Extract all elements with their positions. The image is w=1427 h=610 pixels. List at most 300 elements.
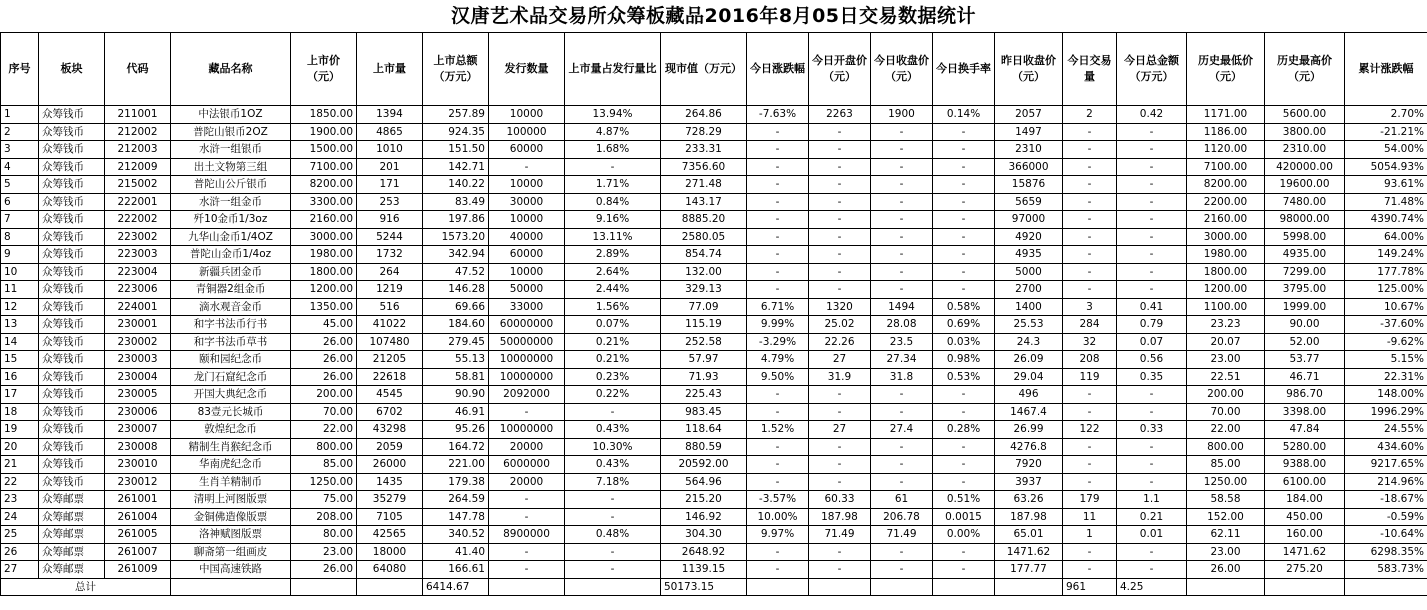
table-cell: 3800.00 — [1265, 123, 1345, 141]
table-cell: - — [933, 473, 995, 491]
table-cell: - — [871, 386, 933, 404]
table-cell: 61 — [871, 491, 933, 509]
table-cell: 60000000 — [489, 316, 565, 334]
table-cell: 164.72 — [423, 438, 489, 456]
table-cell: - — [1063, 281, 1117, 299]
table-cell: 31.8 — [871, 368, 933, 386]
table-cell: 众筹钱币 — [39, 263, 105, 281]
table-cell: - — [933, 438, 995, 456]
table-cell: 7356.60 — [661, 158, 747, 176]
table-cell: 众筹钱币 — [39, 421, 105, 439]
table-cell: 62.11 — [1187, 526, 1265, 544]
table-cell: 0.58% — [933, 298, 995, 316]
table-cell: 中法银币1OZ — [171, 106, 291, 124]
column-header: 发行数量 — [489, 33, 565, 106]
table-cell: 1200.00 — [1187, 281, 1265, 299]
table-cell: 5.15% — [1345, 351, 1427, 369]
table-cell: 10000 — [489, 176, 565, 194]
table-cell: 29.04 — [995, 368, 1063, 386]
table-cell: 0.14% — [933, 106, 995, 124]
table-cell: 9.50% — [747, 368, 809, 386]
table-cell: 2 — [1, 123, 39, 141]
table-cell: 26.00 — [1187, 561, 1265, 579]
table-cell: 8900000 — [489, 526, 565, 544]
table-cell: 3300.00 — [291, 193, 357, 211]
table-cell: 清明上河图版票 — [171, 491, 291, 509]
table-cell: 1186.00 — [1187, 123, 1265, 141]
table-cell: 1.68% — [565, 141, 661, 159]
table-cell: 5244 — [357, 228, 423, 246]
column-header: 今日涨跌幅 — [747, 33, 809, 106]
table-cell: 20000 — [489, 473, 565, 491]
table-cell: 27 — [809, 421, 871, 439]
table-cell: - — [565, 561, 661, 579]
table-cell: - — [1117, 211, 1187, 229]
table-cell: - — [1063, 141, 1117, 159]
table-cell: 0.69% — [933, 316, 995, 334]
table-cell: - — [1063, 403, 1117, 421]
column-header: 上市总额（万元） — [423, 33, 489, 106]
table-cell: 21205 — [357, 351, 423, 369]
table-cell: 187.98 — [809, 508, 871, 526]
table-cell: 221.00 — [423, 456, 489, 474]
table-cell: 107480 — [357, 333, 423, 351]
table-cell: 142.71 — [423, 158, 489, 176]
table-cell: 230010 — [105, 456, 171, 474]
table-cell: 22.31% — [1345, 368, 1427, 386]
table-cell: 1471.62 — [1265, 543, 1345, 561]
table-cell: - — [747, 403, 809, 421]
table-cell: 160.00 — [1265, 526, 1345, 544]
table-cell: - — [489, 508, 565, 526]
table-cell: 50000000 — [489, 333, 565, 351]
table-cell: 1900.00 — [291, 123, 357, 141]
table-row — [1, 456, 1427, 474]
table-cell: 70.00 — [291, 403, 357, 421]
table-cell: -9.62% — [1345, 333, 1427, 351]
table-cell: 1732 — [357, 246, 423, 264]
table-cell: 水浒一组银币 — [171, 141, 291, 159]
table-cell: 3 — [1063, 298, 1117, 316]
table-cell: 143.17 — [661, 193, 747, 211]
table-row — [1, 386, 1427, 404]
table-cell: 颐和园纪念币 — [171, 351, 291, 369]
column-header: 代码 — [105, 33, 171, 106]
table-cell: 71.93 — [661, 368, 747, 386]
table-cell: 53.77 — [1265, 351, 1345, 369]
table-cell: - — [809, 561, 871, 579]
table-cell: 5280.00 — [1265, 438, 1345, 456]
table-cell: 35279 — [357, 491, 423, 509]
table-cell: 71.48% — [1345, 193, 1427, 211]
table-cell: 24 — [1, 508, 39, 526]
table-cell: - — [1063, 123, 1117, 141]
column-header: 昨日收盘价（元） — [995, 33, 1063, 106]
table-cell: - — [809, 473, 871, 491]
table-cell: 众筹钱币 — [39, 106, 105, 124]
table-row — [1, 508, 1427, 526]
table-row — [1, 561, 1427, 579]
table-cell: 5000 — [995, 263, 1063, 281]
table-cell: 众筹钱币 — [39, 473, 105, 491]
table-cell: 261007 — [105, 543, 171, 561]
table-cell: 26.00 — [291, 333, 357, 351]
table-cell: 1120.00 — [1187, 141, 1265, 159]
table-cell: 12 — [1, 298, 39, 316]
table-cell: 7.18% — [565, 473, 661, 491]
table-cell: - — [747, 158, 809, 176]
table-cell: 4935 — [995, 246, 1063, 264]
table-cell: 和字书法币行书 — [171, 316, 291, 334]
table-cell: 60.33 — [809, 491, 871, 509]
table-cell: 223004 — [105, 263, 171, 281]
table-row — [1, 263, 1427, 281]
table-cell: 329.13 — [661, 281, 747, 299]
table-cell: -7.63% — [747, 106, 809, 124]
table-cell: - — [747, 386, 809, 404]
table-row — [1, 141, 1427, 159]
table-cell: - — [933, 123, 995, 141]
table-cell: 4276.8 — [995, 438, 1063, 456]
table-cell: 10000 — [489, 211, 565, 229]
table-cell: 33000 — [489, 298, 565, 316]
table-cell: 0.21% — [565, 333, 661, 351]
table-cell: - — [809, 403, 871, 421]
table-cell: 28.08 — [871, 316, 933, 334]
table-cell: - — [1117, 561, 1187, 579]
table-cell: 177.78% — [1345, 263, 1427, 281]
table-cell: 2200.00 — [1187, 193, 1265, 211]
table-cell: 10.30% — [565, 438, 661, 456]
table-cell: - — [871, 193, 933, 211]
table-cell: 23.00 — [1187, 351, 1265, 369]
table-cell: - — [747, 228, 809, 246]
table-cell: 23.00 — [291, 543, 357, 561]
table-cell: 1497 — [995, 123, 1063, 141]
table-cell: 197.86 — [423, 211, 489, 229]
table-cell: 2059 — [357, 438, 423, 456]
column-header: 今日换手率 — [933, 33, 995, 106]
table-cell: 215002 — [105, 176, 171, 194]
table-cell: 264 — [357, 263, 423, 281]
table-cell: 41022 — [357, 316, 423, 334]
table-row — [1, 106, 1427, 124]
table-cell: 46.91 — [423, 403, 489, 421]
table-cell: - — [933, 263, 995, 281]
table-cell: 177.77 — [995, 561, 1063, 579]
table-cell: - — [565, 508, 661, 526]
table-cell: 42565 — [357, 526, 423, 544]
table-cell: 众筹钱币 — [39, 403, 105, 421]
table-cell: 2.44% — [565, 281, 661, 299]
table-cell: - — [871, 456, 933, 474]
table-cell: 184.00 — [1265, 491, 1345, 509]
table-cell: 90.00 — [1265, 316, 1345, 334]
table-cell: 新疆兵团金币 — [171, 263, 291, 281]
table-cell: 264.59 — [423, 491, 489, 509]
column-header: 上市价（元） — [291, 33, 357, 106]
table-cell: - — [809, 263, 871, 281]
table-cell: 60000 — [489, 246, 565, 264]
table-cell: - — [1063, 176, 1117, 194]
table-cell: 众筹邮票 — [39, 491, 105, 509]
table-cell: - — [565, 543, 661, 561]
table-cell: 华南虎纪念币 — [171, 456, 291, 474]
table-cell: 众筹钱币 — [39, 246, 105, 264]
table-cell: 25 — [1, 526, 39, 544]
table-cell: - — [933, 228, 995, 246]
table-cell: 1.52% — [747, 421, 809, 439]
table-cell: 九华山金币1/4OZ — [171, 228, 291, 246]
table-cell: 20.07 — [1187, 333, 1265, 351]
table-cell: 83.49 — [423, 193, 489, 211]
table-cell: - — [1117, 403, 1187, 421]
table-cell: 201 — [357, 158, 423, 176]
table-cell: 4935.00 — [1265, 246, 1345, 264]
table-cell: 1471.62 — [995, 543, 1063, 561]
table-row — [1, 543, 1427, 561]
table-cell: 2.64% — [565, 263, 661, 281]
table-cell: 26.99 — [995, 421, 1063, 439]
table-cell: 0.21 — [1117, 508, 1187, 526]
table-cell: 和字书法币草书 — [171, 333, 291, 351]
table-cell: 生肖羊精制币 — [171, 473, 291, 491]
table-cell: 58.81 — [423, 368, 489, 386]
table-cell: 304.30 — [661, 526, 747, 544]
table-cell: - — [1117, 176, 1187, 194]
table-cell: 3000.00 — [1187, 228, 1265, 246]
table-cell: -0.59% — [1345, 508, 1427, 526]
table-cell: 132.00 — [661, 263, 747, 281]
table-cell: - — [933, 211, 995, 229]
table-cell: - — [1117, 281, 1187, 299]
table-cell: - — [1063, 386, 1117, 404]
table-cell: 2580.05 — [661, 228, 747, 246]
table-cell: 22 — [1, 473, 39, 491]
table-cell: - — [1117, 456, 1187, 474]
table-cell: 58.58 — [1187, 491, 1265, 509]
table-cell: 10000000 — [489, 421, 565, 439]
table-cell: - — [933, 561, 995, 579]
table-cell: 18 — [1, 403, 39, 421]
table-cell: - — [1063, 456, 1117, 474]
table-cell: 22.51 — [1187, 368, 1265, 386]
table-row — [1, 298, 1427, 316]
table-cell: 洛神赋图版票 — [171, 526, 291, 544]
table-cell: 0.0015 — [933, 508, 995, 526]
table-cell: -37.60% — [1345, 316, 1427, 334]
table-cell: 9217.65% — [1345, 456, 1427, 474]
table-cell: 916 — [357, 211, 423, 229]
table-cell: 854.74 — [661, 246, 747, 264]
table-cell: 27.34 — [871, 351, 933, 369]
table-cell: 140.22 — [423, 176, 489, 194]
table-cell: 9.16% — [565, 211, 661, 229]
table-cell: 75.00 — [291, 491, 357, 509]
table-cell: 6000000 — [489, 456, 565, 474]
column-header: 上市量 — [357, 33, 423, 106]
table-cell: 25.53 — [995, 316, 1063, 334]
table-cell: - — [1117, 193, 1187, 211]
table-cell: - — [1063, 228, 1117, 246]
table-cell: 223003 — [105, 246, 171, 264]
table-cell: 15 — [1, 351, 39, 369]
table-cell: 11 — [1063, 508, 1117, 526]
table-row — [1, 176, 1427, 194]
table-cell: 85.00 — [1187, 456, 1265, 474]
table-cell: 279.45 — [423, 333, 489, 351]
table-cell: 4.79% — [747, 351, 809, 369]
table-cell: 1900 — [871, 106, 933, 124]
table-cell: 148.00% — [1345, 386, 1427, 404]
table-cell: 261001 — [105, 491, 171, 509]
table-cell: - — [747, 438, 809, 456]
table-cell: 496 — [995, 386, 1063, 404]
table-cell: 青铜器2组金币 — [171, 281, 291, 299]
table-cell: 8885.20 — [661, 211, 747, 229]
table-cell: 3398.00 — [1265, 403, 1345, 421]
table-cell: 420000.00 — [1265, 158, 1345, 176]
table-cell: - — [933, 158, 995, 176]
table-cell: - — [871, 403, 933, 421]
table-cell: 0.22% — [565, 386, 661, 404]
table-cell: - — [1117, 123, 1187, 141]
table-cell: 22.00 — [1187, 421, 1265, 439]
table-cell: 1980.00 — [1187, 246, 1265, 264]
total-market-value: 50173.15 — [661, 578, 747, 596]
table-cell: 1850.00 — [291, 106, 357, 124]
table-cell: 16 — [1, 368, 39, 386]
column-header: 藏品名称 — [171, 33, 291, 106]
table-cell: 19600.00 — [1265, 176, 1345, 194]
table-cell: - — [747, 193, 809, 211]
table-cell: 15876 — [995, 176, 1063, 194]
table-cell: 0.07% — [565, 316, 661, 334]
table-row — [1, 438, 1427, 456]
table-cell: 1100.00 — [1187, 298, 1265, 316]
table-cell: 0.35 — [1117, 368, 1187, 386]
table-cell: - — [489, 158, 565, 176]
table-cell: 85.00 — [291, 456, 357, 474]
table-cell: - — [1117, 246, 1187, 264]
table-cell: 230008 — [105, 438, 171, 456]
table-cell: 25.02 — [809, 316, 871, 334]
table-cell: 20 — [1, 438, 39, 456]
table-cell: 342.94 — [423, 246, 489, 264]
table-cell: - — [489, 543, 565, 561]
table-cell: 1250.00 — [1187, 473, 1265, 491]
table-cell: 3795.00 — [1265, 281, 1345, 299]
table-cell: 230004 — [105, 368, 171, 386]
table-cell: 80.00 — [291, 526, 357, 544]
table-cell: - — [747, 561, 809, 579]
table-cell: 7100.00 — [1187, 158, 1265, 176]
table-cell: 147.78 — [423, 508, 489, 526]
table-cell: 125.00% — [1345, 281, 1427, 299]
table-cell: 24.3 — [995, 333, 1063, 351]
table-cell: 264.86 — [661, 106, 747, 124]
table-header-row — [1, 33, 1427, 106]
table-cell: 0.43% — [565, 421, 661, 439]
table-row — [1, 211, 1427, 229]
table-cell: - — [747, 123, 809, 141]
table-cell: 1139.15 — [661, 561, 747, 579]
table-cell: 146.92 — [661, 508, 747, 526]
table-row — [1, 228, 1427, 246]
table-cell: 2092000 — [489, 386, 565, 404]
table-cell: - — [565, 158, 661, 176]
table-cell: 8 — [1, 228, 39, 246]
table-cell: 1573.20 — [423, 228, 489, 246]
table-cell: 8200.00 — [291, 176, 357, 194]
table-cell: 10 — [1, 263, 39, 281]
table-cell: 208 — [1063, 351, 1117, 369]
table-cell: 253 — [357, 193, 423, 211]
table-cell: 众筹邮票 — [39, 526, 105, 544]
table-cell: 71.49 — [809, 526, 871, 544]
table-cell: 212002 — [105, 123, 171, 141]
table-row — [1, 491, 1427, 509]
table-cell: - — [871, 561, 933, 579]
table-cell: 22.26 — [809, 333, 871, 351]
table-row — [1, 333, 1427, 351]
table-cell: 98000.00 — [1265, 211, 1345, 229]
table-row — [1, 403, 1427, 421]
table-cell: 97000 — [995, 211, 1063, 229]
table-cell: 26.00 — [291, 351, 357, 369]
table-cell: 70.00 — [1187, 403, 1265, 421]
table-cell: 340.52 — [423, 526, 489, 544]
table-cell: - — [1063, 561, 1117, 579]
table-cell: 1394 — [357, 106, 423, 124]
table-cell: 0.41 — [1117, 298, 1187, 316]
table-cell: - — [809, 123, 871, 141]
table-row — [1, 281, 1427, 299]
table-cell: 4.87% — [565, 123, 661, 141]
table-cell: - — [1063, 158, 1117, 176]
table-cell: 0.00% — [933, 526, 995, 544]
table-cell: 100000 — [489, 123, 565, 141]
table-cell: 6 — [1, 193, 39, 211]
column-header: 板块 — [39, 33, 105, 106]
total-listing-amount: 6414.67 — [423, 578, 489, 596]
table-cell: 64.00% — [1345, 228, 1427, 246]
table-cell: 7299.00 — [1265, 263, 1345, 281]
table-cell: - — [933, 141, 995, 159]
table-cell: 52.00 — [1265, 333, 1345, 351]
table-cell: 211001 — [105, 106, 171, 124]
table-cell: - — [747, 281, 809, 299]
table-cell: 728.29 — [661, 123, 747, 141]
table-cell: 0.21% — [565, 351, 661, 369]
trading-data-table — [0, 32, 1427, 596]
table-cell: 30000 — [489, 193, 565, 211]
table-cell: - — [871, 211, 933, 229]
table-row — [1, 246, 1427, 264]
table-cell: 龙门石窟纪念币 — [171, 368, 291, 386]
table-cell: 1467.4 — [995, 403, 1063, 421]
table-cell: 179.38 — [423, 473, 489, 491]
table-cell: 275.20 — [1265, 561, 1345, 579]
table-cell: 普陀山金币1/4oz — [171, 246, 291, 264]
table-cell: 5659 — [995, 193, 1063, 211]
table-cell: 90.90 — [423, 386, 489, 404]
table-cell: - — [871, 473, 933, 491]
table-cell: - — [1117, 473, 1187, 491]
table-cell: 31.9 — [809, 368, 871, 386]
table-cell: 9 — [1, 246, 39, 264]
table-cell: 450.00 — [1265, 508, 1345, 526]
